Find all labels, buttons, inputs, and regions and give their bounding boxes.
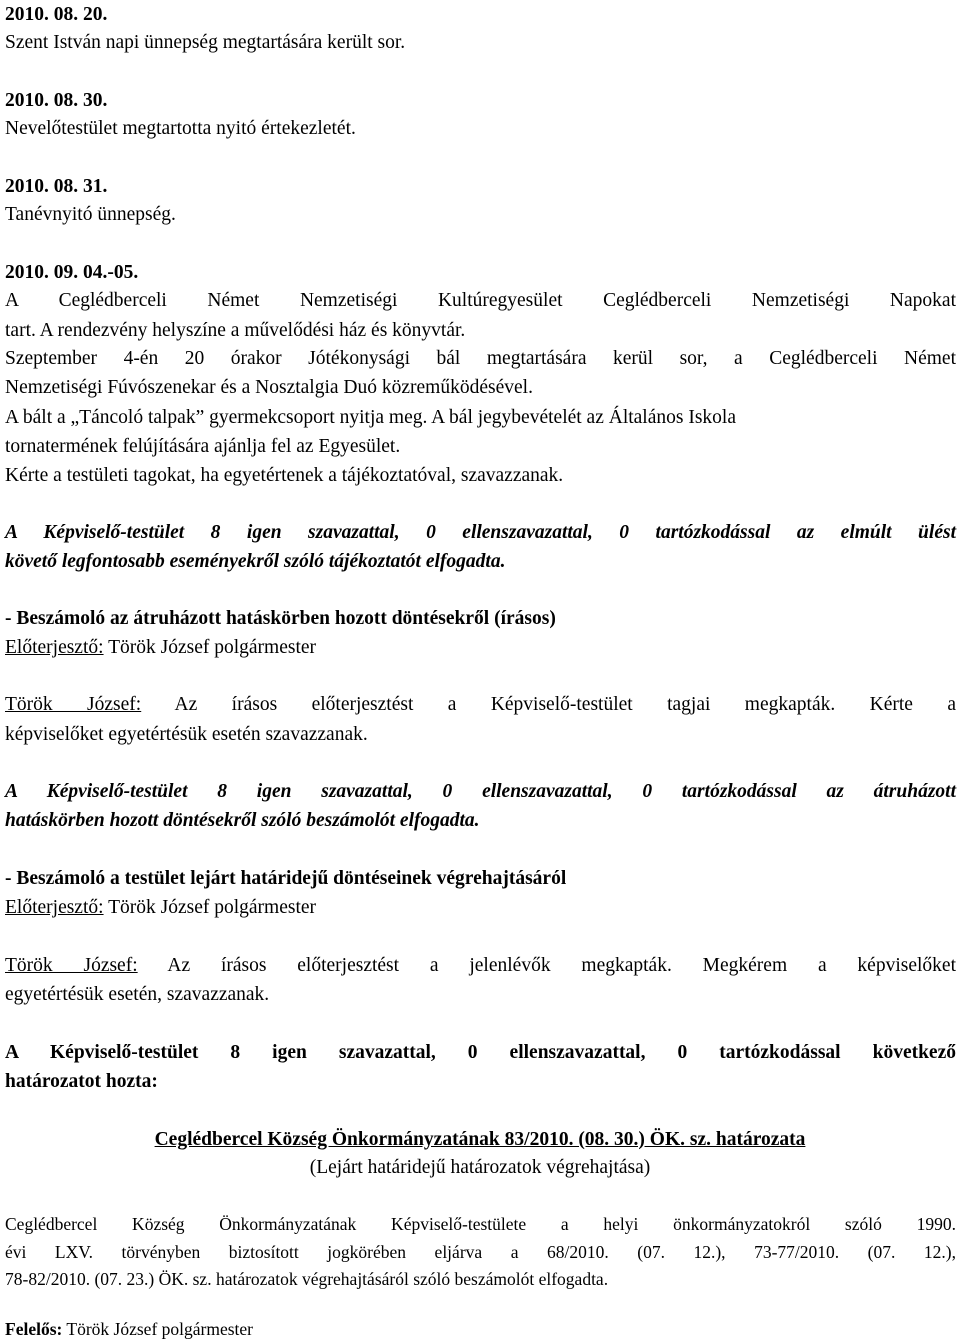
resolution-text: évi LXV. törvényben biztosított jogkörében eljárva a 68/2010. (07. 12.), 73-77/2010. (07. 12.), (5, 1242, 956, 1262)
decision-text: hatáskörben hozott döntésekről szóló beszámolót elfogadta. (5, 810, 480, 831)
resolution-text: 78-82/2010. (07. 23.) ÖK. sz. határozatok végrehajtásáról szóló beszámolót elfogadta. (5, 1269, 609, 1289)
presenter-label: Előterjesztő: (5, 897, 104, 918)
responsible-line (5, 1315, 253, 1344)
event-text: Kérte a testületi tagokat, ha egyetértenek a tájékoztatóval, szavazzanak. (5, 465, 564, 486)
section-heading: - Beszámoló a testület lejárt határidejű döntéseinek végrehajtásáról (5, 868, 567, 889)
event-date: 2010. 08. 20. (5, 4, 108, 25)
decision-text: A Képviselő-testület 8 igen szavazattal, 0 ellenszavazattal, 0 tartózkodással az elmúlt ülést (5, 522, 956, 543)
presenter-label: Előterjesztő: (5, 637, 104, 658)
responsible-label: Felelős: (5, 1319, 63, 1339)
section-heading: - Beszámoló az átruházott hatáskörben hozott döntésekről (írásos) (5, 608, 556, 629)
presenter-line (5, 893, 316, 922)
event-date: 2010. 08. 31. (5, 176, 108, 197)
speaker-text: Az írásos előterjesztést a Képviselő-testület tagjai megkapták. Kérte a (174, 694, 956, 715)
decision-text: követő legfontosabb eseményekről szóló tájékoztatót elfogadta. (5, 551, 506, 572)
event-text: tart. A rendezvény helyszíne a művelődési ház és könyvtár. (5, 320, 466, 341)
speaker-text: képviselőket egyetértésük esetén szavazzanak. (5, 724, 368, 745)
event-text: Nevelőtestület megtartotta nyitó értekezletét. (5, 118, 356, 139)
event-text: Szeptember 4-én 20 órakor Jótékonysági bál megtartására kerül sor, a Ceglédberceli Német (5, 348, 956, 369)
speaker-name: Török József: (5, 955, 138, 976)
event-text: A bált a „Táncoló talpak” gyermekcsoport nyitja meg. A bál jegybevételét az Általános Iskola (5, 407, 737, 428)
event-text: Tanévnyitó ünnepség. (5, 204, 176, 225)
presenter-name: Török József polgármester (108, 897, 317, 918)
presenter-name: Török József polgármester (108, 637, 317, 658)
speaker-name: Török József: (5, 694, 142, 715)
resolution-title: Ceglédbercel Község Önkormányzatának 83/2010. (08. 30.) ÖK. sz. határozata (154, 1129, 806, 1150)
speaker-text: Az írásos előterjesztést a jelenlévők megkapták. Megkérem a képviselőket (167, 955, 956, 976)
resolution-subtitle: (Lejárt határidejű határozatok végrehajtása) (309, 1157, 651, 1178)
event-text: Nemzetiségi Fúvószenekar és a Nosztalgia Duó közreműködésével. (5, 377, 533, 398)
decision-text: A Képviselő-testület 8 igen szavazattal, 0 ellenszavazattal, 0 tartózkodással következő (5, 1042, 956, 1063)
speaker-text: egyetértésük esetén, szavazzanak. (5, 984, 270, 1005)
event-text: A Ceglédberceli Német Nemzetiségi Kultúregyesület Ceglédberceli Nemzetiségi Napokat (5, 290, 956, 311)
event-date: 2010. 08. 30. (5, 90, 108, 111)
decision-text: A Képviselő-testület 8 igen szavazattal, 0 ellenszavazattal, 0 tartózkodással az átruházott (5, 781, 956, 802)
speaker-line (5, 951, 956, 980)
event-date: 2010. 09. 04.-05. (5, 262, 139, 283)
presenter-line (5, 633, 316, 662)
event-text: tornatermének felújítására ajánlja fel az Egyesület. (5, 436, 401, 457)
responsible-name: Török József polgármester (66, 1319, 254, 1339)
resolution-text: Ceglédbercel Község Önkormányzatának Képviselő-testülete a helyi önkormányzatokról szóló 1990. (5, 1214, 956, 1234)
speaker-line (5, 690, 956, 719)
decision-text: határozatot hozta: (5, 1071, 158, 1092)
event-text: Szent István napi ünnepség megtartására került sor. (5, 32, 406, 53)
